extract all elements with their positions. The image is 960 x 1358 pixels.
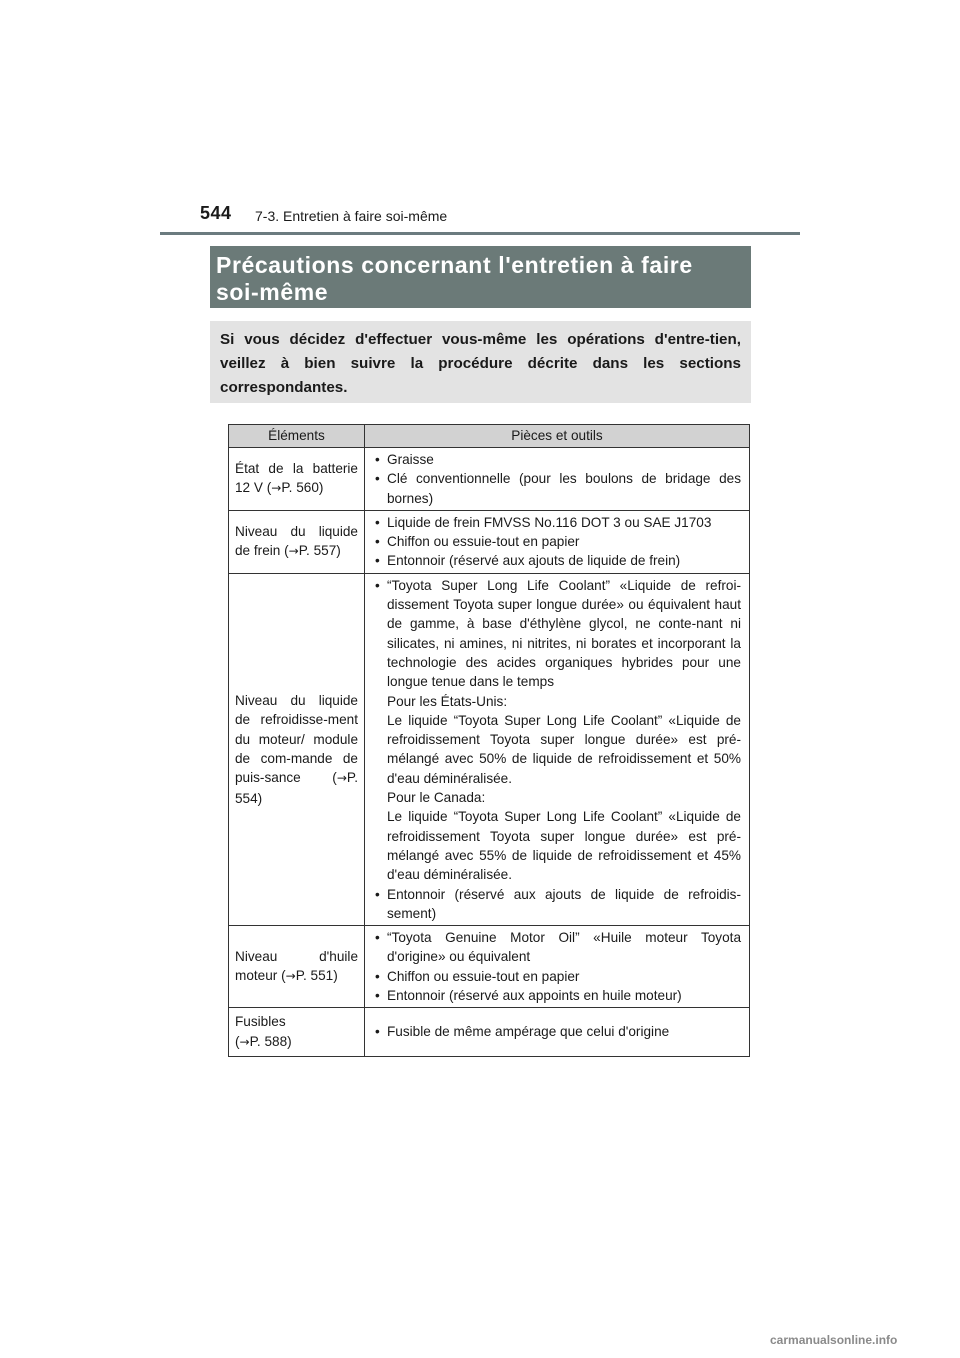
element-label: Niveau du liquide de refroidisse-ment du moteur/ module de com-mande de puis-sance ( [235, 693, 358, 786]
table-row [229, 448, 750, 511]
ref-arrow-icon: → [285, 969, 296, 984]
list-item: • Fusible de même ampérage que celui d'origine [373, 1022, 741, 1041]
section-title [210, 246, 751, 308]
element-label: Fusibles [235, 1014, 286, 1030]
table-row [229, 573, 750, 925]
col-header-elements: Éléments [229, 425, 365, 448]
list-item: • Entonnoir (réservé aux ajouts de liquide de frein) [373, 551, 741, 570]
page-ref: P. 557) [298, 543, 341, 559]
list-item: • Clé conventionnelle (pour les boulons de bridage des bornes) [373, 469, 741, 508]
ref-arrow-icon: → [336, 771, 347, 786]
title-line-1: Précautions concernant l'entretien à faire [216, 252, 693, 278]
title-line-2: soi-même [216, 279, 329, 305]
list-item: • Chiffon ou essuie-tout en papier [373, 532, 741, 551]
list-item [373, 576, 741, 885]
parts-cell [365, 926, 750, 1008]
list-item: • “Toyota Genuine Motor Oil” «Huile moteur Toyota d'origine» ou équivalent [373, 928, 741, 967]
element-cell [229, 448, 365, 511]
list-item: • Graisse [373, 450, 741, 469]
parts-table [228, 424, 750, 1057]
table-row [229, 1008, 750, 1057]
list-item: • Entonnoir (réservé aux ajouts de liquide de refroidis-sement) [373, 885, 741, 924]
element-label: Niveau d'huile moteur ( [235, 948, 358, 984]
ref-arrow-icon: → [271, 481, 282, 496]
col-header-parts: Pièces et outils [365, 425, 750, 448]
element-label-paren: ( [235, 1033, 240, 1049]
element-cell [229, 573, 365, 925]
page-ref: P. 554) [235, 770, 358, 806]
page-ref: P. 551) [295, 968, 338, 984]
element-label: Niveau du liquide de frein ( [235, 524, 358, 559]
section-label: 7-3. Entretien à faire soi-même [255, 208, 448, 224]
list-item: • Chiffon ou essuie-tout en papier [373, 967, 741, 986]
list-item: • Entonnoir (réservé aux appoints en huile moteur) [373, 986, 741, 1005]
parts-cell [365, 510, 750, 573]
list-item: • Liquide de frein FMVSS No.116 DOT 3 ou SAE J1703 [373, 513, 741, 532]
element-label: État de la batterie 12 V ( [235, 461, 358, 496]
ref-arrow-icon: → [239, 1034, 250, 1049]
element-cell [229, 510, 365, 573]
coolant-us-text: Le liquide “Toyota Super Long Life Coolant” «Liquide de refroidissement Toyota super longue durée» est pré-mélangé avec 50% de liquide de refroidissement et 50% d'eau déminéralisée. [387, 712, 741, 786]
ref-arrow-icon: → [288, 544, 299, 559]
element-cell [229, 926, 365, 1008]
page-ref: P. 560) [281, 480, 324, 496]
coolant-main: • “Toyota Super Long Life Coolant” «Liquide de refroi-dissement Toyota super longue durée» ou équivalent haut de gamme, à base d'éthylène glycol, ne conte-nant ni silicates, ni amines, ni nitrites, ni borates et incorporant la technologie des acides organiques hybrides pour une longue tenue dans le temps [387, 577, 741, 690]
table-header-row [229, 425, 750, 448]
coolant-us-label: Pour les États-Unis: [387, 693, 508, 709]
parts-cell [365, 448, 750, 511]
coolant-ca-text: Le liquide “Toyota Super Long Life Coolant” «Liquide de refroidissement Toyota super longue durée» est pré-mélangé avec 55% de liquide de refroidissement et 45% d'eau déminéralisée. [387, 809, 741, 883]
header-rule [160, 232, 800, 235]
intro-box: Si vous décidez d'effectuer vous-même les opérations d'entre-tien, veillez à bien suivre la procédure décrite dans les sections correspondantes. [210, 321, 751, 403]
table-row [229, 510, 750, 573]
parts-cell [365, 1008, 750, 1057]
table-row [229, 926, 750, 1008]
page-number: 544 [200, 203, 232, 223]
parts-cell [365, 573, 750, 925]
watermark: carmanualsonline.info [770, 1333, 898, 1347]
page-ref: P. 588) [249, 1033, 292, 1049]
element-cell [229, 1008, 365, 1057]
coolant-ca-label: Pour le Canada: [387, 790, 486, 806]
